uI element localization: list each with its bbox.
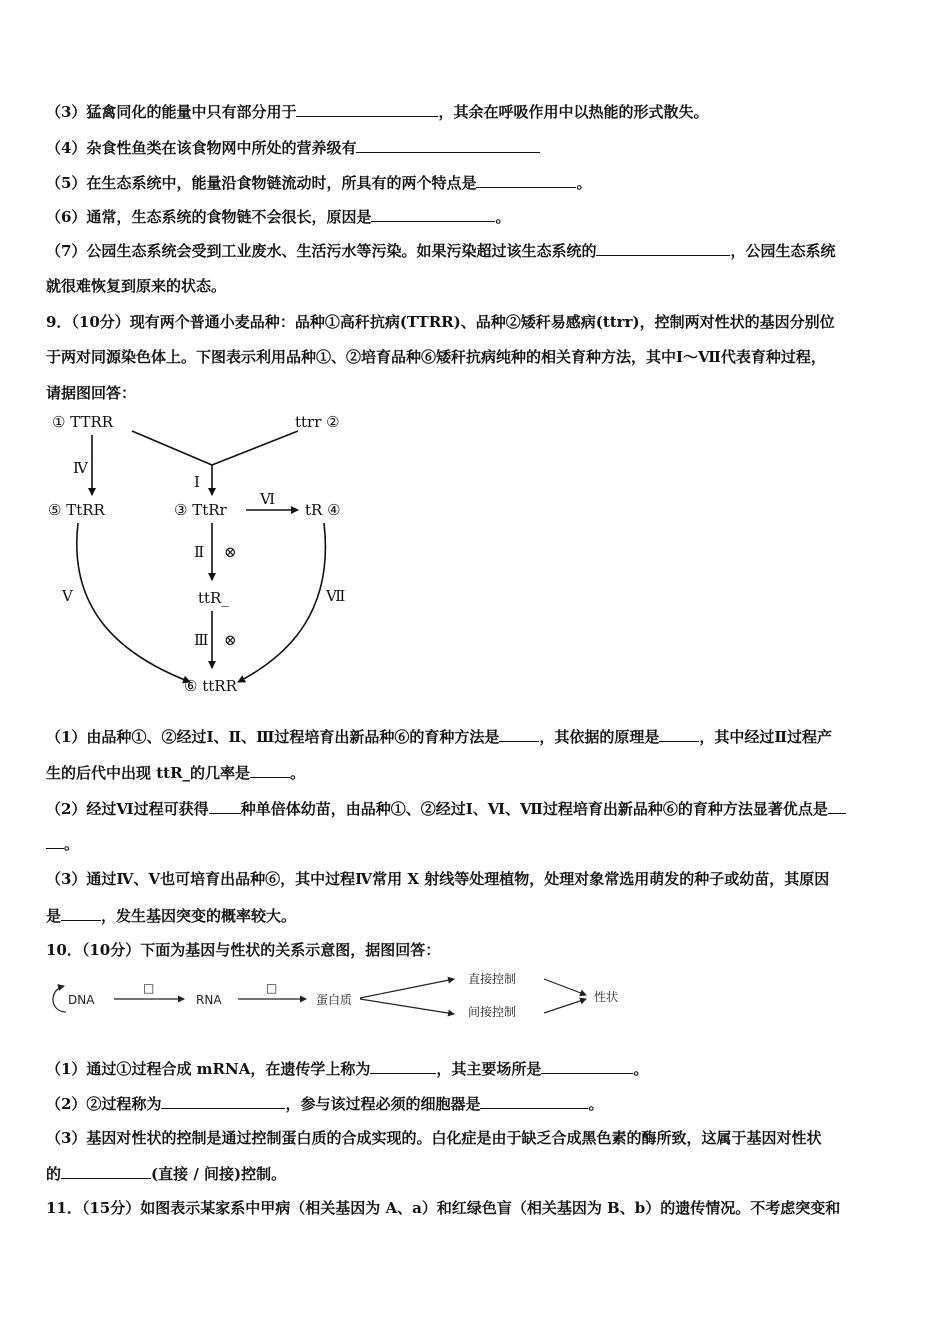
node-5: ⑤ TtRR (48, 501, 105, 519)
q10-answer-3: （3）基因对性状的控制是通过控制蛋白质的合成实现的。白化症是由于缺乏合成黑色素的酶所致，这属于基因对性状 (46, 1129, 822, 1147)
trait-label: 性状 (594, 990, 619, 1004)
q8-item-7: （7）公园生态系统会受到工业废水、生活污水等污染。如果污染超过该生态系统的 ，公园生态系统 (46, 242, 836, 260)
label-V: Ⅴ (62, 587, 73, 605)
q8-item-6: （6）通常，生态系统的食物链不会很长，原因是 。 (46, 208, 511, 226)
arrow-direct-to-trait (544, 979, 586, 995)
answer-blank[interactable] (541, 1058, 633, 1074)
q9-stem-1: 9．（10分）现有两个普通小麦品种：品种①高秆抗病(TTRR)、品种②矮秆易感病(ttrr)，控制两对性状的基因分别位 (46, 313, 835, 331)
arrow-indirect-to-trait (544, 999, 586, 1013)
q9-stem-3: 请据图回答： (46, 384, 137, 402)
answer-blank[interactable] (46, 833, 64, 849)
step-2-marker: □ (266, 981, 278, 995)
answer-blank[interactable] (659, 726, 699, 742)
indirect-control-label: 间接控制 (468, 1005, 517, 1019)
answer-blank[interactable] (356, 137, 540, 153)
arrow-V (77, 523, 190, 682)
answer-blank[interactable] (828, 798, 846, 814)
q9-answer-2: （2）经过Ⅵ过程可获得 种单倍体幼苗，由品种①、②经过Ⅰ、Ⅵ、Ⅶ过程培育出新品种⑥的育种方法显著优点是 (46, 798, 846, 819)
label-I: Ⅰ (194, 473, 200, 491)
cross-line-left (132, 431, 212, 465)
label-VII: Ⅶ (326, 587, 346, 605)
q9-stem-2: 于两对同源染色体上。下图表示利用品种①、②培育品种⑥矮秆抗病纯种的相关育种方法，其中Ⅰ～Ⅶ代表育种过程， (46, 348, 826, 366)
cross-line-right (212, 431, 298, 465)
protein-label: 蛋白质 (316, 993, 353, 1007)
direct-control-label: 直接控制 (468, 972, 517, 986)
node-3: ③ TtRr (174, 501, 227, 519)
arrow-VII (238, 523, 325, 682)
label-III: Ⅲ (194, 631, 209, 649)
q8-item-5: （5）在生态系统中，能量沿食物链流动时，所具有的两个特点是 。 (46, 174, 592, 192)
node-1: ① TTRR (52, 413, 114, 431)
node-2: ttrr ② (295, 413, 340, 431)
node-6: ⑥ ttRR (184, 677, 237, 695)
label-IV: Ⅳ (73, 459, 88, 477)
selfing-symbol-2: ⊗ (224, 631, 237, 649)
answer-blank[interactable] (371, 206, 495, 222)
answer-blank[interactable] (370, 1058, 436, 1074)
label-II: Ⅱ (194, 543, 205, 561)
q8-item-7-cont: 就很难恢复到原来的状态。 (46, 277, 227, 295)
answer-blank[interactable] (596, 240, 730, 256)
q9-answer-3: （3）通过Ⅳ、Ⅴ也可培育出品种⑥，其中过程Ⅳ常用 X 射线等处理植物，处理对象常选用萌发的种子或幼苗，其原因 (46, 870, 830, 888)
node-ttR: ttR_ (198, 589, 229, 607)
breeding-diagram (40, 405, 360, 705)
answer-blank[interactable] (296, 101, 438, 117)
q8-item-3: （3）猛禽同化的能量中只有部分用于 ，其余在呼吸作用中以热能的形式散失。 (46, 103, 709, 121)
gene-trait-diagram (44, 968, 644, 1030)
q10-answer-2: （2）②过程称为 ，参与该过程必须的细胞器是 。 (46, 1095, 604, 1113)
answer-blank[interactable] (61, 1163, 151, 1179)
arrow-to-indirect (360, 999, 454, 1014)
q8-item-4: （4）杂食性鱼类在该食物网中所处的营养级有 (46, 137, 540, 158)
replication-loop-arrow (53, 986, 66, 1012)
arrow-to-direct (360, 979, 454, 998)
label-VI: Ⅵ (260, 490, 276, 508)
node-4: tR ④ (305, 501, 341, 519)
answer-blank[interactable] (161, 1093, 285, 1109)
dna-label: DNA (68, 993, 95, 1007)
answer-blank[interactable] (250, 762, 290, 778)
answer-blank[interactable] (476, 172, 576, 188)
answer-blank[interactable] (499, 726, 539, 742)
q10-answer-1: （1）通过①过程合成 mRNA，在遗传学上称为 ，其主要场所是 。 (46, 1060, 649, 1078)
answer-blank[interactable] (480, 1093, 588, 1109)
q9-answer-1-cont: 生的后代中出现 ttR_的几率是 。 (46, 764, 306, 782)
rna-label: RNA (196, 993, 222, 1007)
q11-stem: 11．（15分）如图表示某家系中甲病（相关基因为 A、a）和红绿色盲（相关基因为 B、b）的遗传情况。不考虑突变和 (46, 1199, 841, 1217)
q10-stem: 10．（10分）下面为基因与性状的关系示意图，据图回答： (46, 941, 441, 959)
answer-blank[interactable] (209, 798, 241, 814)
selfing-symbol-1: ⊗ (224, 543, 237, 561)
answer-blank[interactable] (61, 905, 101, 921)
step-1-marker: □ (143, 981, 155, 995)
q9-answer-2-cont: 。 (46, 833, 79, 854)
q9-answer-3-cont: 是 ，发生基因突变的概率较大。 (46, 907, 297, 925)
q10-answer-3-cont: 的 (直接 / 间接)控制。 (46, 1165, 287, 1183)
q9-answer-1: （1）由品种①、②经过Ⅰ、Ⅱ、Ⅲ过程培育出新品种⑥的育种方法是 ，其依据的原理是 ，其中经过Ⅱ过程产 (46, 728, 833, 746)
